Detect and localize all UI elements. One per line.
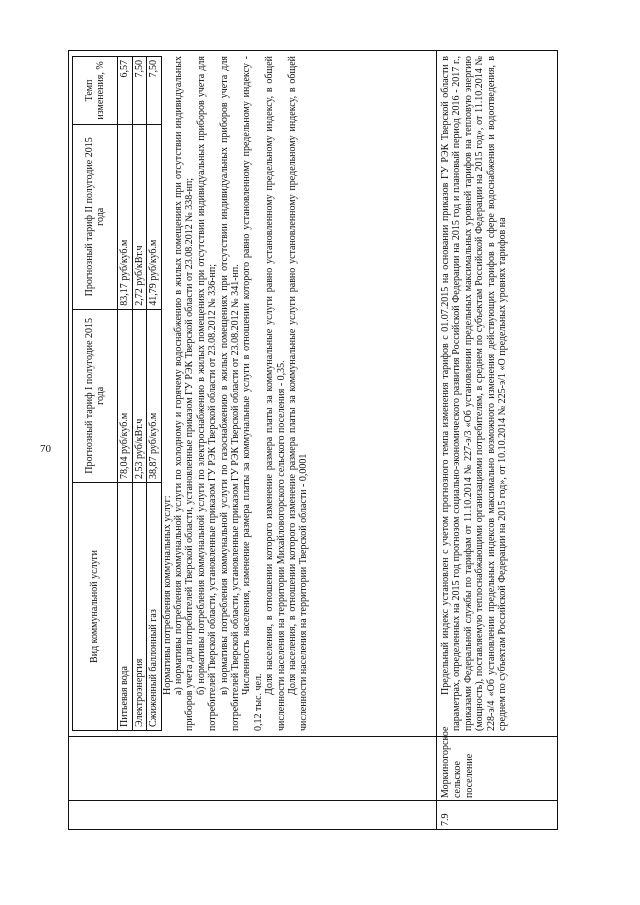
description-cell bbox=[437, 51, 557, 737]
norm-water: а) нормативы потребления коммунальной услуги по холодному и горячему водоснабжению в жилых помещениях при отсутствии индивидуальных приборов учета для потребителей Тверской области, установленные приказом ГУ РЭК Тверской области от 23.08.2012 № 338-нп; bbox=[172, 56, 196, 731]
rate-value: 6,57 bbox=[118, 57, 133, 125]
share-region-text: Доля населения, в отношении которого изменение размера платы за коммунальные услуги равно установленному предельному индексу, в общей численности населения на территории Тверской области - 0,0001 bbox=[286, 56, 310, 731]
rate-value: 7,50 bbox=[132, 57, 147, 125]
service-name: Сжиженный баллонный газ bbox=[147, 482, 162, 730]
row-number-cell bbox=[69, 800, 436, 829]
norm-electricity: б) нормативы потребления коммунальной услуги по электроснабжению в жилых помещениях при отсутствии индивидуальных приборов учета для потребителей Тверской области, установленные приказом ГУ РЭК Тверской области от 23.08.2012 № 336-нп; bbox=[195, 56, 219, 731]
header-tariff-h1: Прогнозный тариф I полугодие 2015 года bbox=[73, 309, 118, 482]
header-tariff-h2: Прогнозный тариф II полугодие 2015 года bbox=[73, 124, 118, 309]
population-text: Численность населения, изменение размера платы за коммунальные услуги в отношении которого равно установленному предельному индексу - 0,12 тыс. чел. bbox=[241, 56, 264, 731]
rotated-page bbox=[68, 50, 558, 830]
row-number: 7.9 bbox=[440, 813, 451, 826]
tariff-h2: 2,72 руб/кВт.ч bbox=[132, 124, 147, 309]
norms-title: Нормативы потребления коммунальных услуг: bbox=[161, 495, 173, 695]
tariff-row bbox=[147, 57, 162, 731]
service-name: Электроэнергия bbox=[132, 482, 147, 730]
service-name: Питьевая вода bbox=[118, 482, 133, 730]
table-row bbox=[68, 50, 436, 830]
tariff-table bbox=[72, 56, 162, 731]
tariff-h1: 2,53 руб/кВт.ч bbox=[132, 309, 147, 482]
tariff-h2: 41,79 руб/куб.м bbox=[147, 124, 162, 309]
description-cell bbox=[69, 51, 436, 737]
settlement-name: Моркиногорское сельское поселение bbox=[440, 726, 475, 798]
settlement-cell bbox=[437, 726, 557, 801]
settlement-name bbox=[69, 737, 75, 801]
tariff-row bbox=[132, 57, 147, 731]
row-number-cell bbox=[437, 800, 557, 829]
norm-gas: в) нормативы потребления коммунальной услуги по газоснабжению в жилых помещениях при отсутствии индивидуальных приборов учета для потребителей Тверской области, установленные приказом ГУ РЭК Тверской области от 23.08.2012 № 341-нп. bbox=[218, 56, 241, 731]
row-number bbox=[69, 801, 75, 829]
tariff-row bbox=[118, 57, 133, 731]
rate-value: 7,50 bbox=[147, 57, 162, 125]
tariff-table-header bbox=[73, 57, 118, 731]
tariff-h1: 78,04 руб/куб.м bbox=[118, 309, 133, 482]
settlement-cell bbox=[69, 736, 436, 801]
share-settlement-text: Доля населения, в отношении которого изменение размера платы за коммунальные услуги равно установленному предельному индексу, в общей численности населения на территории Михайловогорского сельского поселения - 0,35. bbox=[264, 56, 287, 731]
header-service: Вид коммунальной услуги bbox=[73, 482, 118, 730]
table-row bbox=[436, 50, 558, 830]
page-number: 70 bbox=[40, 443, 51, 455]
header-rate: Темп изменения, % bbox=[73, 57, 118, 125]
tariff-h2: 83,17 руб/куб.м bbox=[118, 124, 133, 309]
tariff-h1: 38,87 руб/куб.м bbox=[147, 309, 162, 482]
index-justification-text: Предельный индекс установлен с учетом прогнозного темпа изменения тарифов с 01.07.2015 на основании приказов ГУ РЭК Тверской области в параметрах, определенных на 2015 год прогнозом социально-экономического развития Российской Федерации на 2015 год и плановый период 2016 - 2017 г., приказами Федеральной службы по тарифам от 11.10.2014 № 227-э/3 «Об установлении предельных максимальных уровней тарифов на тепловую энергию (мощность), поставляемую теплоснабжающими организациями потребителям, в среднем по субъектам Российской Федерации на 2015 год», от 11.10.2014 № 228-э/4 «Об установлении предельных индексов максимально возможного изменения действующих тарифов в сфере водоснабжения и водоотведения, в среднем по субъектам Российской Федерации на 2015 год», от 10.10.2014 № 225-э/1 «О предельных уровнях тарифов на bbox=[440, 56, 509, 731]
